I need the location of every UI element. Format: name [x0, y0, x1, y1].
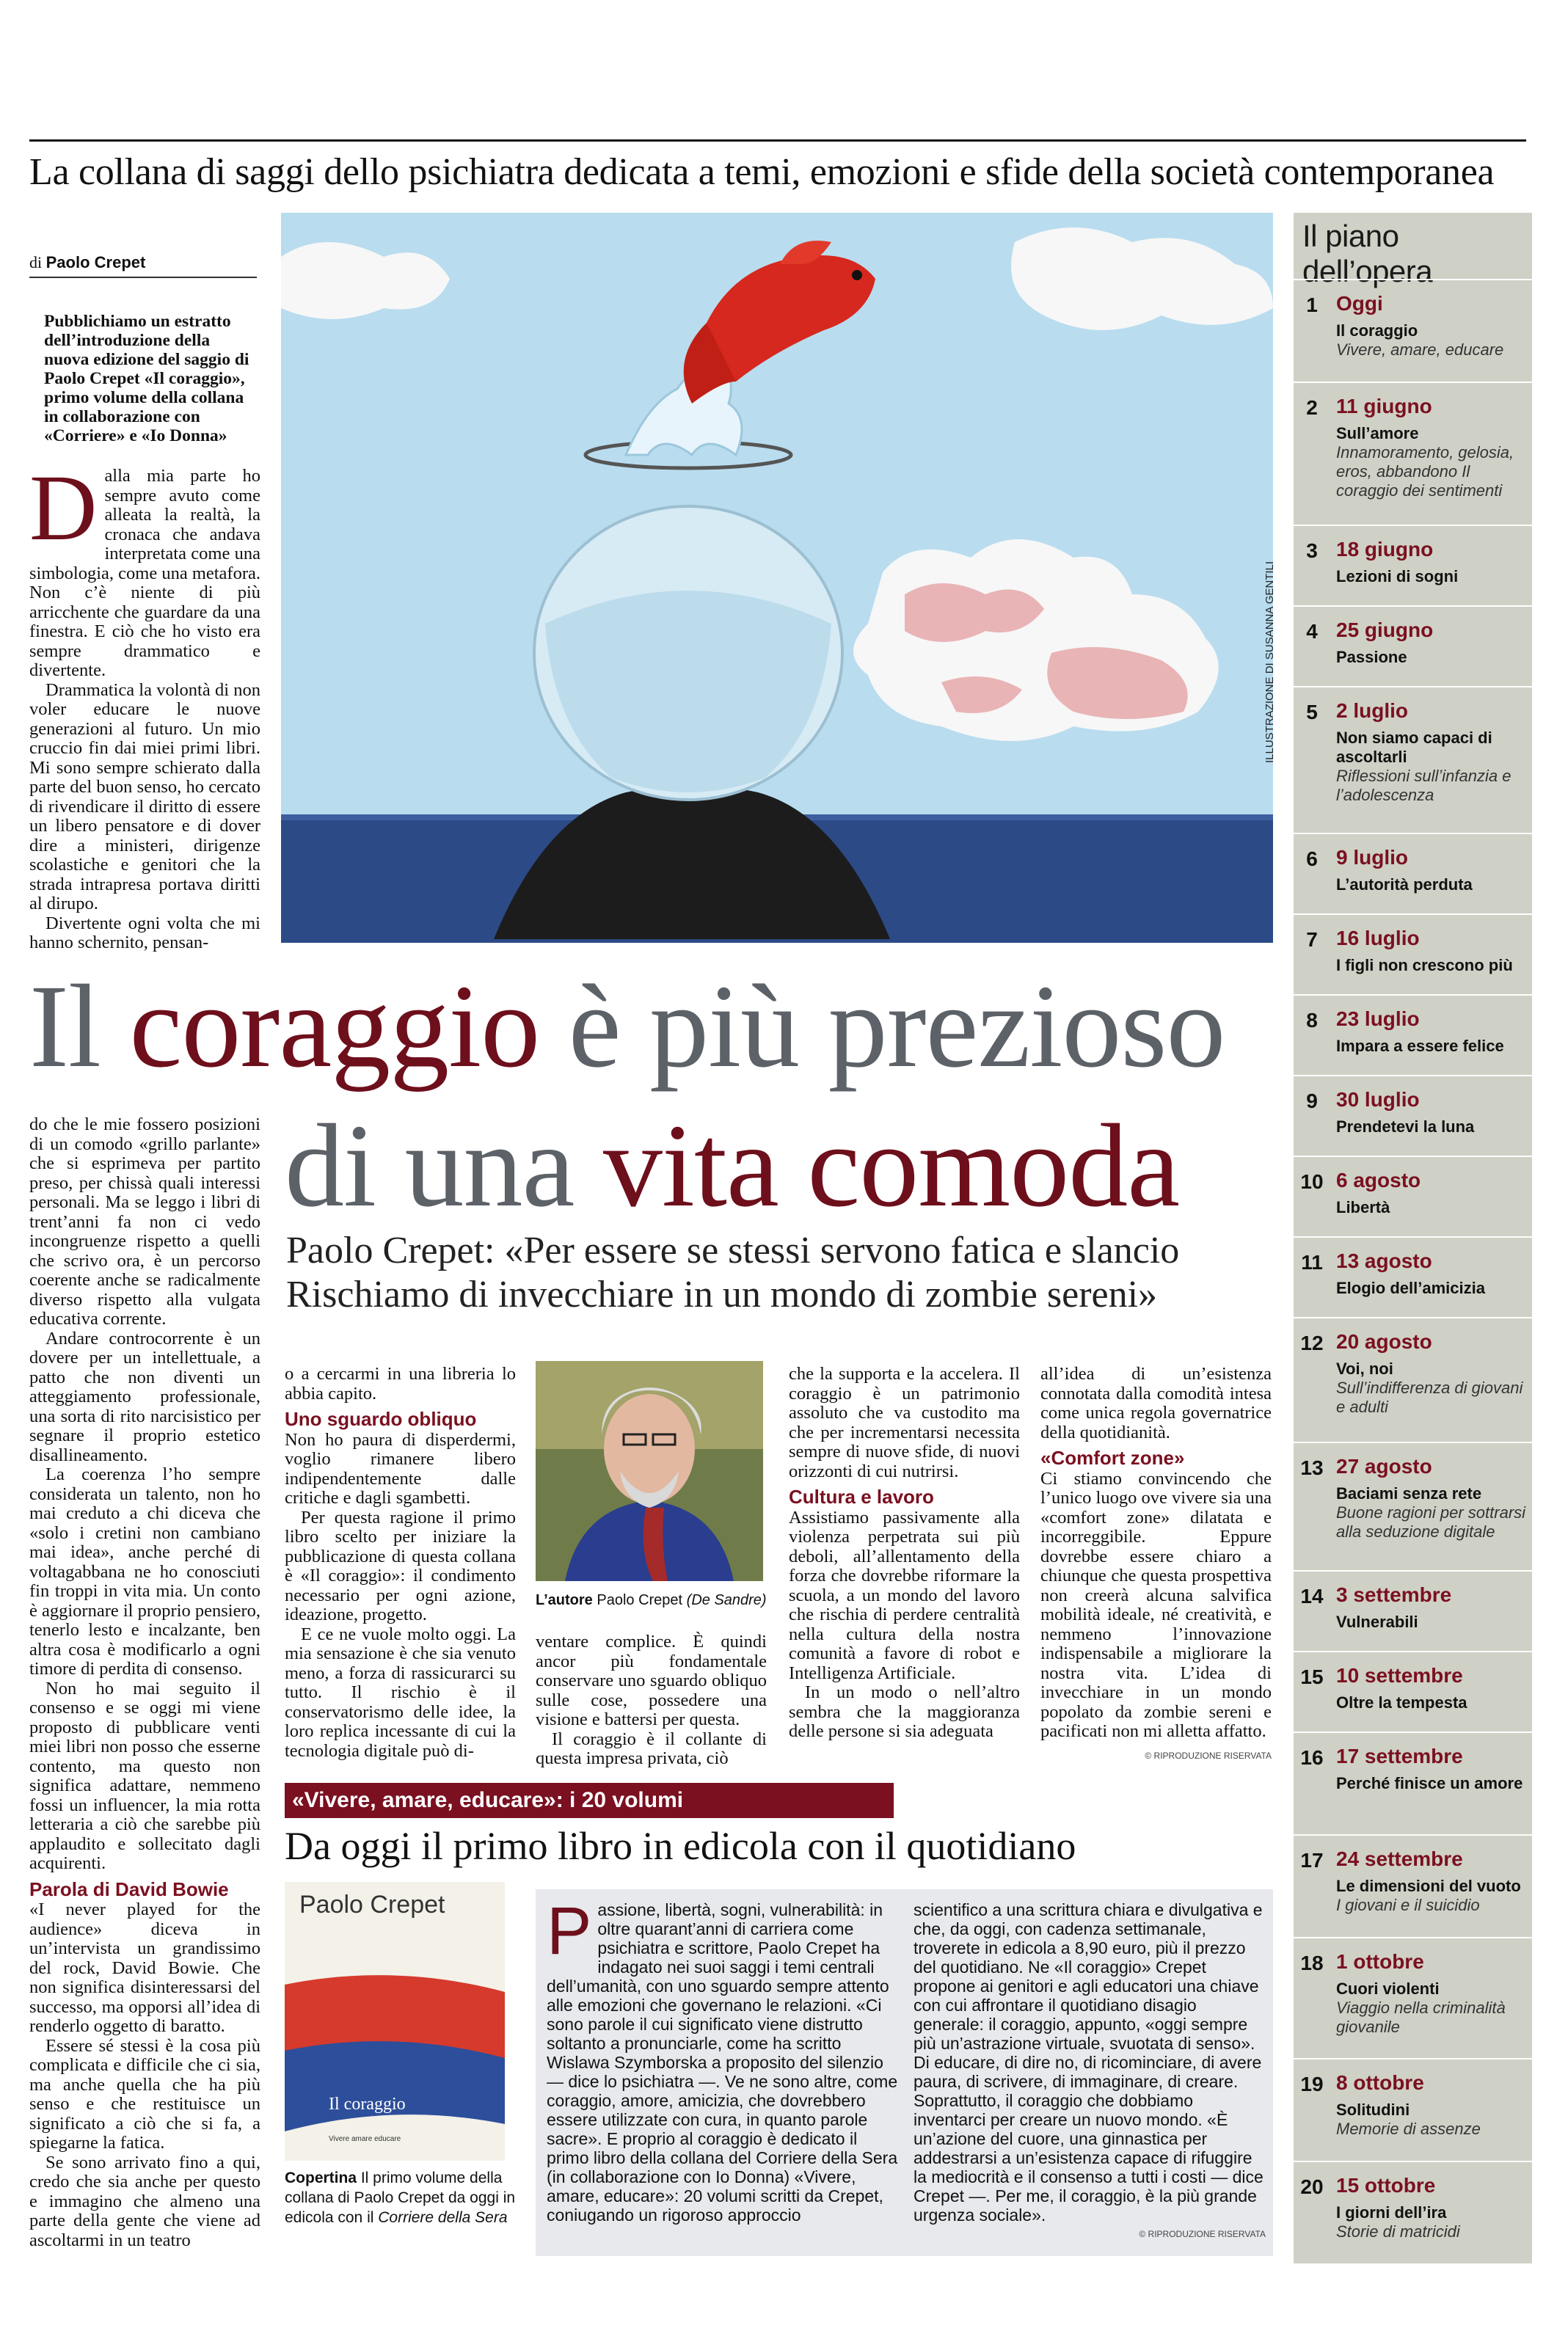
- item-number: 5: [1306, 701, 1318, 723]
- paragraph: o a cercarmi in una libreria lo abbia capito.: [285, 1364, 516, 1404]
- item-number: 12: [1300, 1332, 1324, 1354]
- paragraph: all’idea di un’esistenza connotata dalla comodità intesa come unica regola governatrice della quotidianità.: [1040, 1364, 1272, 1442]
- item-number: 9: [1306, 1090, 1318, 1112]
- item-date: 16 luglio: [1336, 927, 1420, 949]
- caption-credit: (De Sandre): [686, 1592, 767, 1608]
- caption-italic: Corriere della Sera: [378, 2209, 508, 2226]
- item-title-block: [1336, 875, 1527, 894]
- item-date: 9 luglio: [1336, 846, 1408, 869]
- article-column-4: [789, 1365, 1020, 1742]
- item-title: Libertà: [1336, 1198, 1390, 1216]
- caption-text: Il primo volume della collana di Paolo Crepet da oggi in edicola con il: [285, 2170, 516, 2226]
- item-number: 1: [1306, 293, 1318, 316]
- headline-part: è più prezioso: [539, 961, 1225, 1092]
- paragraph: che la supporta e la accelera. Il coraggio è un patrimonio assoluto che va custodito ma che per incrementarsi necessita sempre di nuove sfide, di nuovi orizzonti di cui nutrirsi.: [789, 1364, 1020, 1481]
- book-caption: [285, 2168, 519, 2227]
- sidebar-title: Il piano dell’opera: [1302, 219, 1433, 288]
- item-title: Cuori violenti: [1336, 1979, 1440, 1998]
- sidebar-item: [1294, 382, 1532, 525]
- box-text: scientifico a una scrittura chiara e divulgativa e che, da oggi, con cadenza settimanale, troverete in edicola a 8,90 euro, più il prezzo del quotidiano. Ne «Il coraggio» Crepet propone ai genitori e agli educatori una chiave con cui affrontare il quotidiano disagio generale: il coraggio, appunto, «oggi sempre più un’astrazione virtuale, svuotata di senso». Di educare, di dire no, di ricominciare, di avere paura, di scrivere, di immaginare, di creare. Soprattutto, il coraggio che dobbiamo inventarci per creare un nuovo mondo. «È un’azione del cuore, una ginnastica per addestrarsi a un’esistenza capace di rifuggire la mediocrità e il consenso a tutti i costi — dice Crepet —. Per me, il coraggio, è la più grande urgenza sociale».: [914, 1900, 1263, 2225]
- paragraph: ventare complice. È quindi ancor più fondamentale conservare uno sguardo obliquo sulle cose, possedere una visione e battersi per questa.: [536, 1632, 767, 1729]
- article-column-2: [285, 1365, 516, 1761]
- book-author: Paolo Crepet: [299, 1891, 445, 1919]
- item-date: 3 settembre: [1336, 1583, 1452, 1606]
- item-date: 18 giugno: [1336, 538, 1434, 561]
- subheading: «Comfort zone»: [1040, 1447, 1185, 1469]
- copyright-note: © RIPRODUZIONE RISERVATA: [1139, 2229, 1266, 2239]
- paragraph: Se sono arrivato fino a qui, credo che sia anche per questo e immagino che almeno una parte della gente che viene ad ascoltarmi in un teatro: [29, 2152, 260, 2250]
- item-number: 14: [1300, 1585, 1324, 1608]
- item-title: Voi, noi: [1336, 1360, 1393, 1378]
- headline-accent: coraggio: [129, 961, 540, 1092]
- item-date: 17 settembre: [1336, 1745, 1463, 1767]
- item-title-block: [1336, 1360, 1527, 1417]
- paragraph: Drammatica la volontà di non voler educare le nuove generazioni al futuro. Un mio cruccio fin dai miei primi libri. Mi sono sempre schierato dalla parte del buon senso, ho cercato di rivendicare il diritto di essere un libero pensatore e di dover dire a ministeri, dirigenze scolastiche e genitori che la strada intrapresa portava diritti al dirupo.: [29, 679, 260, 913]
- book-publisher: Vivere amare educare: [329, 2135, 401, 2143]
- item-subtitle: Innamoramento, gelosia, eros, abbandono Il coraggio dei sentimenti: [1336, 443, 1514, 500]
- item-title-block: [1336, 2203, 1527, 2241]
- book-title: Il coraggio: [329, 2095, 406, 2114]
- article-column-5: [1040, 1365, 1272, 1765]
- item-subtitle: Sull’indifferenza di giovani e adulti: [1336, 1379, 1523, 1416]
- paragraph: Ci stiamo convincendo che l’unico luogo ove vivere sia una «comfort zone» dilatata e incorreggibile. Eppure dovrebbe essere chiaro a chiunque che questa prospettiva non creerà alcuna salvifica mobilità ideale, né creatività, e nemmeno l’innovazione indispensabile a migliorare la nostra vita. L’idea di invecchiare in un mondo popolato da zombie sereni e pacificati non mi alletta affatto.: [1040, 1468, 1272, 1741]
- box-headline: Da oggi il primo libro in edicola con il quotidiano: [285, 1824, 1076, 1868]
- byline-author: Paolo Crepet: [45, 253, 146, 271]
- paragraph: Divertente ogni volta che mi hanno schernito, pensan-: [29, 913, 260, 952]
- item-subtitle: Buone ragioni per sottrarsi alla seduzione digitale: [1336, 1503, 1526, 1541]
- sidebar-item: [1294, 1442, 1532, 1570]
- series-banner: «Vivere, amare, educare»: i 20 volumi: [285, 1783, 894, 1818]
- item-date: 15 ottobre: [1336, 2174, 1436, 2197]
- paragraph: In un modo o nell’altro sembra che la maggioranza delle persone si sia adeguata: [789, 1682, 1020, 1741]
- sidebar-item: [1294, 1075, 1532, 1156]
- item-number: 15: [1300, 1665, 1324, 1688]
- paragraph: Non ho paura di disperdermi, voglio rimanere libero indipendentemente dalle critiche e dagli sgambetti.: [285, 1429, 516, 1508]
- article-deck: Paolo Crepet: «Per essere se stessi servono fatica e slancio Rischiamo di invecchiare in un mondo di zombie sereni»: [286, 1230, 1180, 1316]
- item-title-block: [1336, 1198, 1527, 1217]
- item-title: Sull’amore: [1336, 424, 1419, 442]
- headline-part: Il: [29, 961, 130, 1092]
- sidebar-item: [1294, 1937, 1532, 2058]
- article-column-3: [536, 1632, 767, 1769]
- sidebar-item: [1294, 913, 1532, 994]
- paragraph: Per questa ragione il primo libro scelto per iniziare la pubblicazione di questa collana è «Il coraggio»: il condimento necessario per ogni azione, ideazione, progetto.: [285, 1507, 516, 1624]
- item-date: Oggi: [1336, 292, 1383, 315]
- subheading: Uno sguardo obliquo: [285, 1408, 477, 1430]
- item-number: 20: [1300, 2175, 1324, 2198]
- sidebar-item: [1294, 2058, 1532, 2161]
- item-title-block: [1336, 1774, 1527, 1793]
- paragraph: «I never played for the audience» diceva in un’intervista un grandissimo del rock, David Bowie. Che non significa disinteressarsi del successo, ma opporsi all’idea di renderlo oggetto di baratto.: [29, 1900, 260, 2036]
- item-title-block: [1336, 424, 1527, 500]
- illustration-credit: ILLUSTRAZIONE DI SUSANNA GENTILI: [1263, 561, 1276, 763]
- item-title-block: [1336, 2101, 1527, 2139]
- box-drop-cap: P: [547, 1894, 592, 1968]
- item-title-block: [1336, 1117, 1527, 1136]
- item-date: 8 ottobre: [1336, 2071, 1424, 2094]
- item-number: 10: [1300, 1170, 1324, 1193]
- item-title-block: [1336, 648, 1527, 667]
- photo-caption: [536, 1592, 770, 1609]
- item-date: 20 agosto: [1336, 1330, 1432, 1353]
- sidebar-item: [1294, 686, 1532, 833]
- item-subtitle: Storie di matricidi: [1336, 2222, 1460, 2241]
- item-title: Passione: [1336, 648, 1407, 666]
- author-photo: [536, 1361, 763, 1581]
- box-column-1: [547, 1894, 899, 2225]
- copyright-note: © RIPRODUZIONE RISERVATA: [1145, 1750, 1272, 1761]
- item-title: Perché finisce un amore: [1336, 1774, 1523, 1792]
- item-title: Le dimensioni del vuoto: [1336, 1877, 1521, 1895]
- article-column-1-top: [29, 456, 260, 953]
- box-column-2: [914, 1900, 1266, 2244]
- box-text: assione, libertà, sogni, vulnerabilità: in oltre quarant’anni di carriera come psichiatra e scrittore, Paolo Crepet ha indagato nei suoi saggi i temi centrali dell’umanità, con uno sguardo sempre attento alle emozioni che governano le relazioni. «Ci sono parole il cui significato viene distrutto soltanto a pronunciarle, come ha scritto Wislawa Szymborska a proposito del silenzio — dice lo psichiatra —. Ve ne sono altre, come coraggio, amore, amicizia, che dovrebbero essere utilizzate con cura, in quanto parole sacre». E proprio al coraggio è dedicato il primo libro della collana del Corriere della Sera (in collaborazione con Io Donna) «Vivere, amare, educare»: 20 volumi scritti da Crepet, coniugando un rigoroso approccio: [547, 1900, 898, 2225]
- item-number: 3: [1306, 539, 1318, 562]
- paragraph: E ce ne vuole molto oggi. La mia sensazione è che sia venuto meno, a forza di rassicurarci su tutto. Il rischio è il conservatorismo delle idee, la loro replica incessante di cui la tecnologia digitale può di-: [285, 1624, 516, 1761]
- item-date: 30 luglio: [1336, 1088, 1420, 1111]
- sidebar-item: [1294, 279, 1532, 382]
- item-date: 23 luglio: [1336, 1007, 1420, 1030]
- item-date: 25 giugno: [1336, 619, 1434, 641]
- item-title-block: [1336, 1979, 1527, 2037]
- item-title: Il coraggio: [1336, 321, 1418, 340]
- item-title-block: [1336, 1877, 1527, 1915]
- article-column-1-bottom: [29, 1115, 260, 2250]
- caption-label: L’autore: [536, 1592, 593, 1608]
- headline-part: di una: [285, 1101, 603, 1232]
- item-number: 18: [1300, 1952, 1324, 1974]
- item-number: 2: [1306, 396, 1318, 419]
- sidebar-item: [1294, 2161, 1532, 2263]
- item-subtitle: I giovani e il suicidio: [1336, 1896, 1480, 1914]
- sidebar-item: [1294, 525, 1532, 605]
- sidebar-item: [1294, 1317, 1532, 1442]
- item-date: 6 agosto: [1336, 1169, 1421, 1192]
- paragraph: do che le mie fossero posizioni di un comodo «grillo parlante» che si esprimeva per partito preso, per chissà quali interessi personali. Ma se leggo i libri di trent’anni fa non ci vedo incongruenze rispetto a quelli che scrivo ora, è un percorso coerente anche se radicalmente diverso rispetto alla vulgata educativa corrente.: [29, 1114, 260, 1329]
- item-subtitle: Vivere, amare, educare: [1336, 340, 1504, 359]
- paragraph: Il coraggio è il collante di questa impresa privata, ciò: [536, 1729, 767, 1768]
- item-title: Non siamo capaci di ascoltarli: [1336, 729, 1492, 766]
- paragraph: La coerenza l’ho sempre considerata un talento, non ho mai creduto a chi diceva che «solo i cretini non cambiano mai idea», anche perché di voltagabbana ne ho conosciuti fin troppi in vita mia. Un conto è aggiornare il proprio pensiero, tenerlo lesto e incalzante, ben altra cosa è modificarlo a ogni timore di perdita di consenso.: [29, 1464, 260, 1679]
- sidebar-item: [1294, 1236, 1532, 1317]
- item-number: 11: [1301, 1251, 1323, 1274]
- item-date: 24 settembre: [1336, 1847, 1463, 1870]
- item-title: Elogio dell’amicizia: [1336, 1279, 1485, 1297]
- byline: [29, 253, 257, 278]
- item-number: 13: [1300, 1456, 1324, 1479]
- item-number: 19: [1300, 2073, 1324, 2095]
- drop-cap: D: [29, 456, 98, 560]
- subheading: Cultura e lavoro: [789, 1486, 934, 1508]
- paragraph: Andare controcorrente è un dovere per un intellettuale, a patto che non diventi un atteggiamento professionale, una sorta di rito narcisistico per segnare il proprio estetico disallineamento.: [29, 1328, 260, 1465]
- item-title: Oltre la tempesta: [1336, 1693, 1467, 1712]
- item-number: 7: [1306, 928, 1318, 951]
- item-title-block: [1336, 1484, 1527, 1541]
- item-title: I figli non crescono più: [1336, 956, 1513, 974]
- item-date: 10 settembre: [1336, 1664, 1463, 1687]
- item-title-block: [1336, 1037, 1527, 1056]
- item-title: L’autorità perduta: [1336, 875, 1473, 894]
- sidebar-item: [1294, 1651, 1532, 1732]
- item-title: Lezioni di sogni: [1336, 567, 1459, 585]
- item-title: Solitudini: [1336, 2101, 1410, 2119]
- item-number: 16: [1300, 1746, 1324, 1769]
- item-title-block: [1336, 567, 1527, 586]
- item-number: 6: [1306, 847, 1318, 870]
- paragraph: Essere sé stessi è la cosa più complicata e difficile che ci sia, ma anche quella che ha più senso e che restituisce un significato a ciò che si fa, a spiegarne la fatica.: [29, 2035, 260, 2153]
- item-date: 13 agosto: [1336, 1249, 1432, 1272]
- item-date: 27 agosto: [1336, 1455, 1432, 1478]
- item-subtitle: Memorie di assenze: [1336, 2120, 1481, 2138]
- item-title-block: [1336, 1613, 1527, 1632]
- item-title-block: [1336, 729, 1527, 805]
- item-date: 1 ottobre: [1336, 1950, 1424, 1973]
- sidebar-item: [1294, 833, 1532, 913]
- sidebar-item: [1294, 994, 1532, 1075]
- item-title-block: [1336, 1693, 1527, 1712]
- sidebar-item: [1294, 1732, 1532, 1834]
- item-title: Vulnerabili: [1336, 1613, 1418, 1631]
- paragraph: Assistiamo passivamente alla violenza perpetrata sui più deboli, all’allentamento della forza che dovrebbe riformare la scuola, a un mondo del lavoro che rischia di perdere centralità nella cultura della nostra comunità a favore di robot e Intelligenza Artificiale.: [789, 1507, 1020, 1683]
- paragraph: Non ho mai seguito il consenso e se oggi mi viene proposto di pubblicare venti miei libri non posso che esserne contento, ma questo non significa adattare, nemmeno fossi un influencer, la mia rotta letteraria a ciò che sarebbe più applaudito e sollecitato dagli acquirenti.: [29, 1678, 260, 1873]
- item-number: 8: [1306, 1009, 1318, 1032]
- item-subtitle: Riflessioni sull’infanzia e l’adolescenza: [1336, 767, 1512, 804]
- headline-accent: vita comoda: [602, 1101, 1180, 1232]
- item-title: Baciami senza rete: [1336, 1484, 1482, 1503]
- item-title-block: [1336, 321, 1527, 360]
- article-lead: Pubblichiamo un estratto dell’introduzione della nuova edizione del saggio di Paolo Crepet «Il coraggio», primo volume della collana in collaborazione con «Corriere» e «Io Donna»: [44, 312, 249, 445]
- item-number: 4: [1306, 620, 1318, 643]
- book-cover: [285, 1882, 505, 2161]
- item-title: I giorni dell’ira: [1336, 2203, 1447, 2222]
- caption-label: Copertina: [285, 2170, 357, 2186]
- sidebar-item: [1294, 1834, 1532, 1937]
- item-number: 17: [1300, 1849, 1324, 1872]
- top-rule: [29, 139, 1526, 142]
- item-title: Impara a essere felice: [1336, 1037, 1504, 1055]
- sidebar-item: [1294, 1156, 1532, 1236]
- byline-prefix: di: [29, 253, 43, 271]
- sidebar-item: [1294, 1570, 1532, 1651]
- item-title-block: [1336, 1279, 1527, 1298]
- item-date: 2 luglio: [1336, 699, 1408, 722]
- item-subtitle: Viaggio nella criminalità giovanile: [1336, 1999, 1506, 2036]
- caption-text: Paolo Crepet: [592, 1592, 687, 1608]
- item-title-block: [1336, 956, 1527, 975]
- item-title: Prendetevi la luna: [1336, 1117, 1475, 1136]
- section-kicker: La collana di saggi dello psichiatra dedicata a temi, emozioni e sfide della società contemporanea: [29, 151, 1495, 193]
- item-date: 11 giugno: [1336, 395, 1432, 417]
- sidebar-item: [1294, 605, 1532, 686]
- paragraph: alla mia parte ho sempre avuto come alleata la realtà, la cronaca che andava interpretata come una simbologia, come una metafora. Non c’è niente di più arricchente che guardare da una finestra. E ciò che ho visto era sempre drammatico e divertente.: [29, 466, 260, 680]
- subheading: Parola di David Bowie: [29, 1878, 229, 1900]
- illustration-goldfish: [281, 213, 1273, 943]
